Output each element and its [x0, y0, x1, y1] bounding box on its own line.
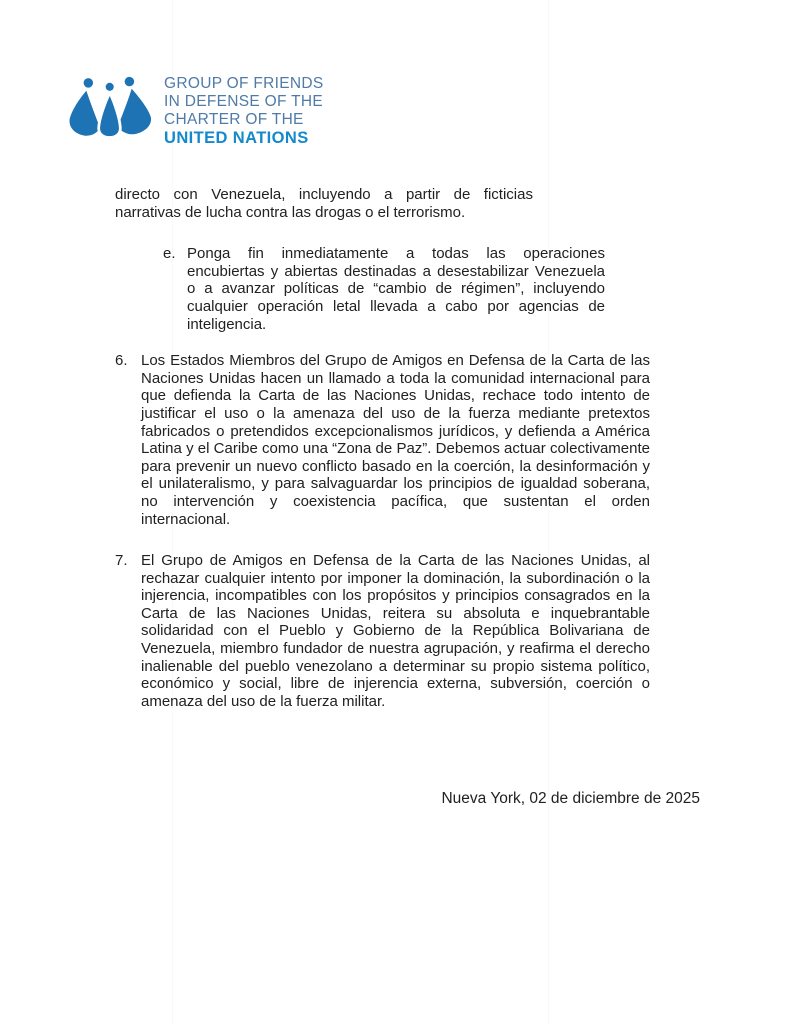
org-name-bold-line: UNITED NATIONS: [164, 129, 309, 147]
continuation-paragraph: directo con Venezuela, incluyendo a partir de ficticias narrativas de lucha contra las drogas o el terrorismo.: [115, 186, 533, 221]
list-item-text: Los Estados Miembros del Grupo de Amigos en Defensa de la Carta de las Naciones Unidas hacen un llamado a toda la comunidad internacional para que defienda la Carta de las Naciones Unidas, rechace todo intento de justificar el uso o la amenaza del uso de la fuerza mediante pretextos fabricados o pretendidos excepcionalismos jurídicos, y defienda a América Latina y el Caribe como una “Zona de Paz”. Debemos actuar colectivamente para prevenir un nuevo conflicto basado en la coerción, la desinformación y el unilateralismo, y para salvaguardar los principios de igualdad soberana, no intervención y coexistencia pacífica, que sustentan el orden internacional.: [141, 352, 650, 528]
numbered-list-item-7: [115, 552, 650, 710]
document-body: [115, 186, 650, 710]
org-name-line: IN DEFENSE OF THE: [164, 93, 323, 110]
three-figures-group-icon: [64, 73, 156, 140]
org-name: [164, 73, 324, 147]
dateline: Nueva York, 02 de diciembre de 2025: [441, 790, 700, 807]
lettered-list-item-e: [163, 245, 650, 333]
list-item-text: Ponga fin inmediatamente a todas las operaciones encubiertas y abiertas destinadas a desestabilizar Venezuela o a avanzar políticas de “cambio de régimen”, incluyendo cualquier operación letal llevada a cabo por agencias de inteligencia.: [187, 245, 605, 333]
org-name-line: GROUP OF FRIENDS: [164, 75, 324, 92]
list-marker: e.: [163, 245, 176, 263]
list-item-text: El Grupo de Amigos en Defensa de la Carta de las Naciones Unidas, al rechazar cualquier intento por imponer la dominación, la subordinación o la injerencia, incompatibles con los propósitos y principios consagrados en la Carta de las Naciones Unidas, reitera su absoluta e inquebrantable solidaridad con el Pueblo y Gobierno de la República Bolivariana de Venezuela, miembro fundador de nuestra agrupación, y reafirma el derecho inalienable del pueblo venezolano a determinar su propio sistema político, económico y social, libre de injerencia externa, subversión, coerción o amenaza del uso de la fuerza militar.: [141, 552, 650, 710]
list-marker: 7.: [115, 552, 128, 570]
numbered-list-item-6: [115, 352, 650, 528]
org-name-line: CHARTER OF THE: [164, 111, 304, 128]
org-logo: [64, 73, 324, 147]
list-marker: 6.: [115, 352, 128, 370]
